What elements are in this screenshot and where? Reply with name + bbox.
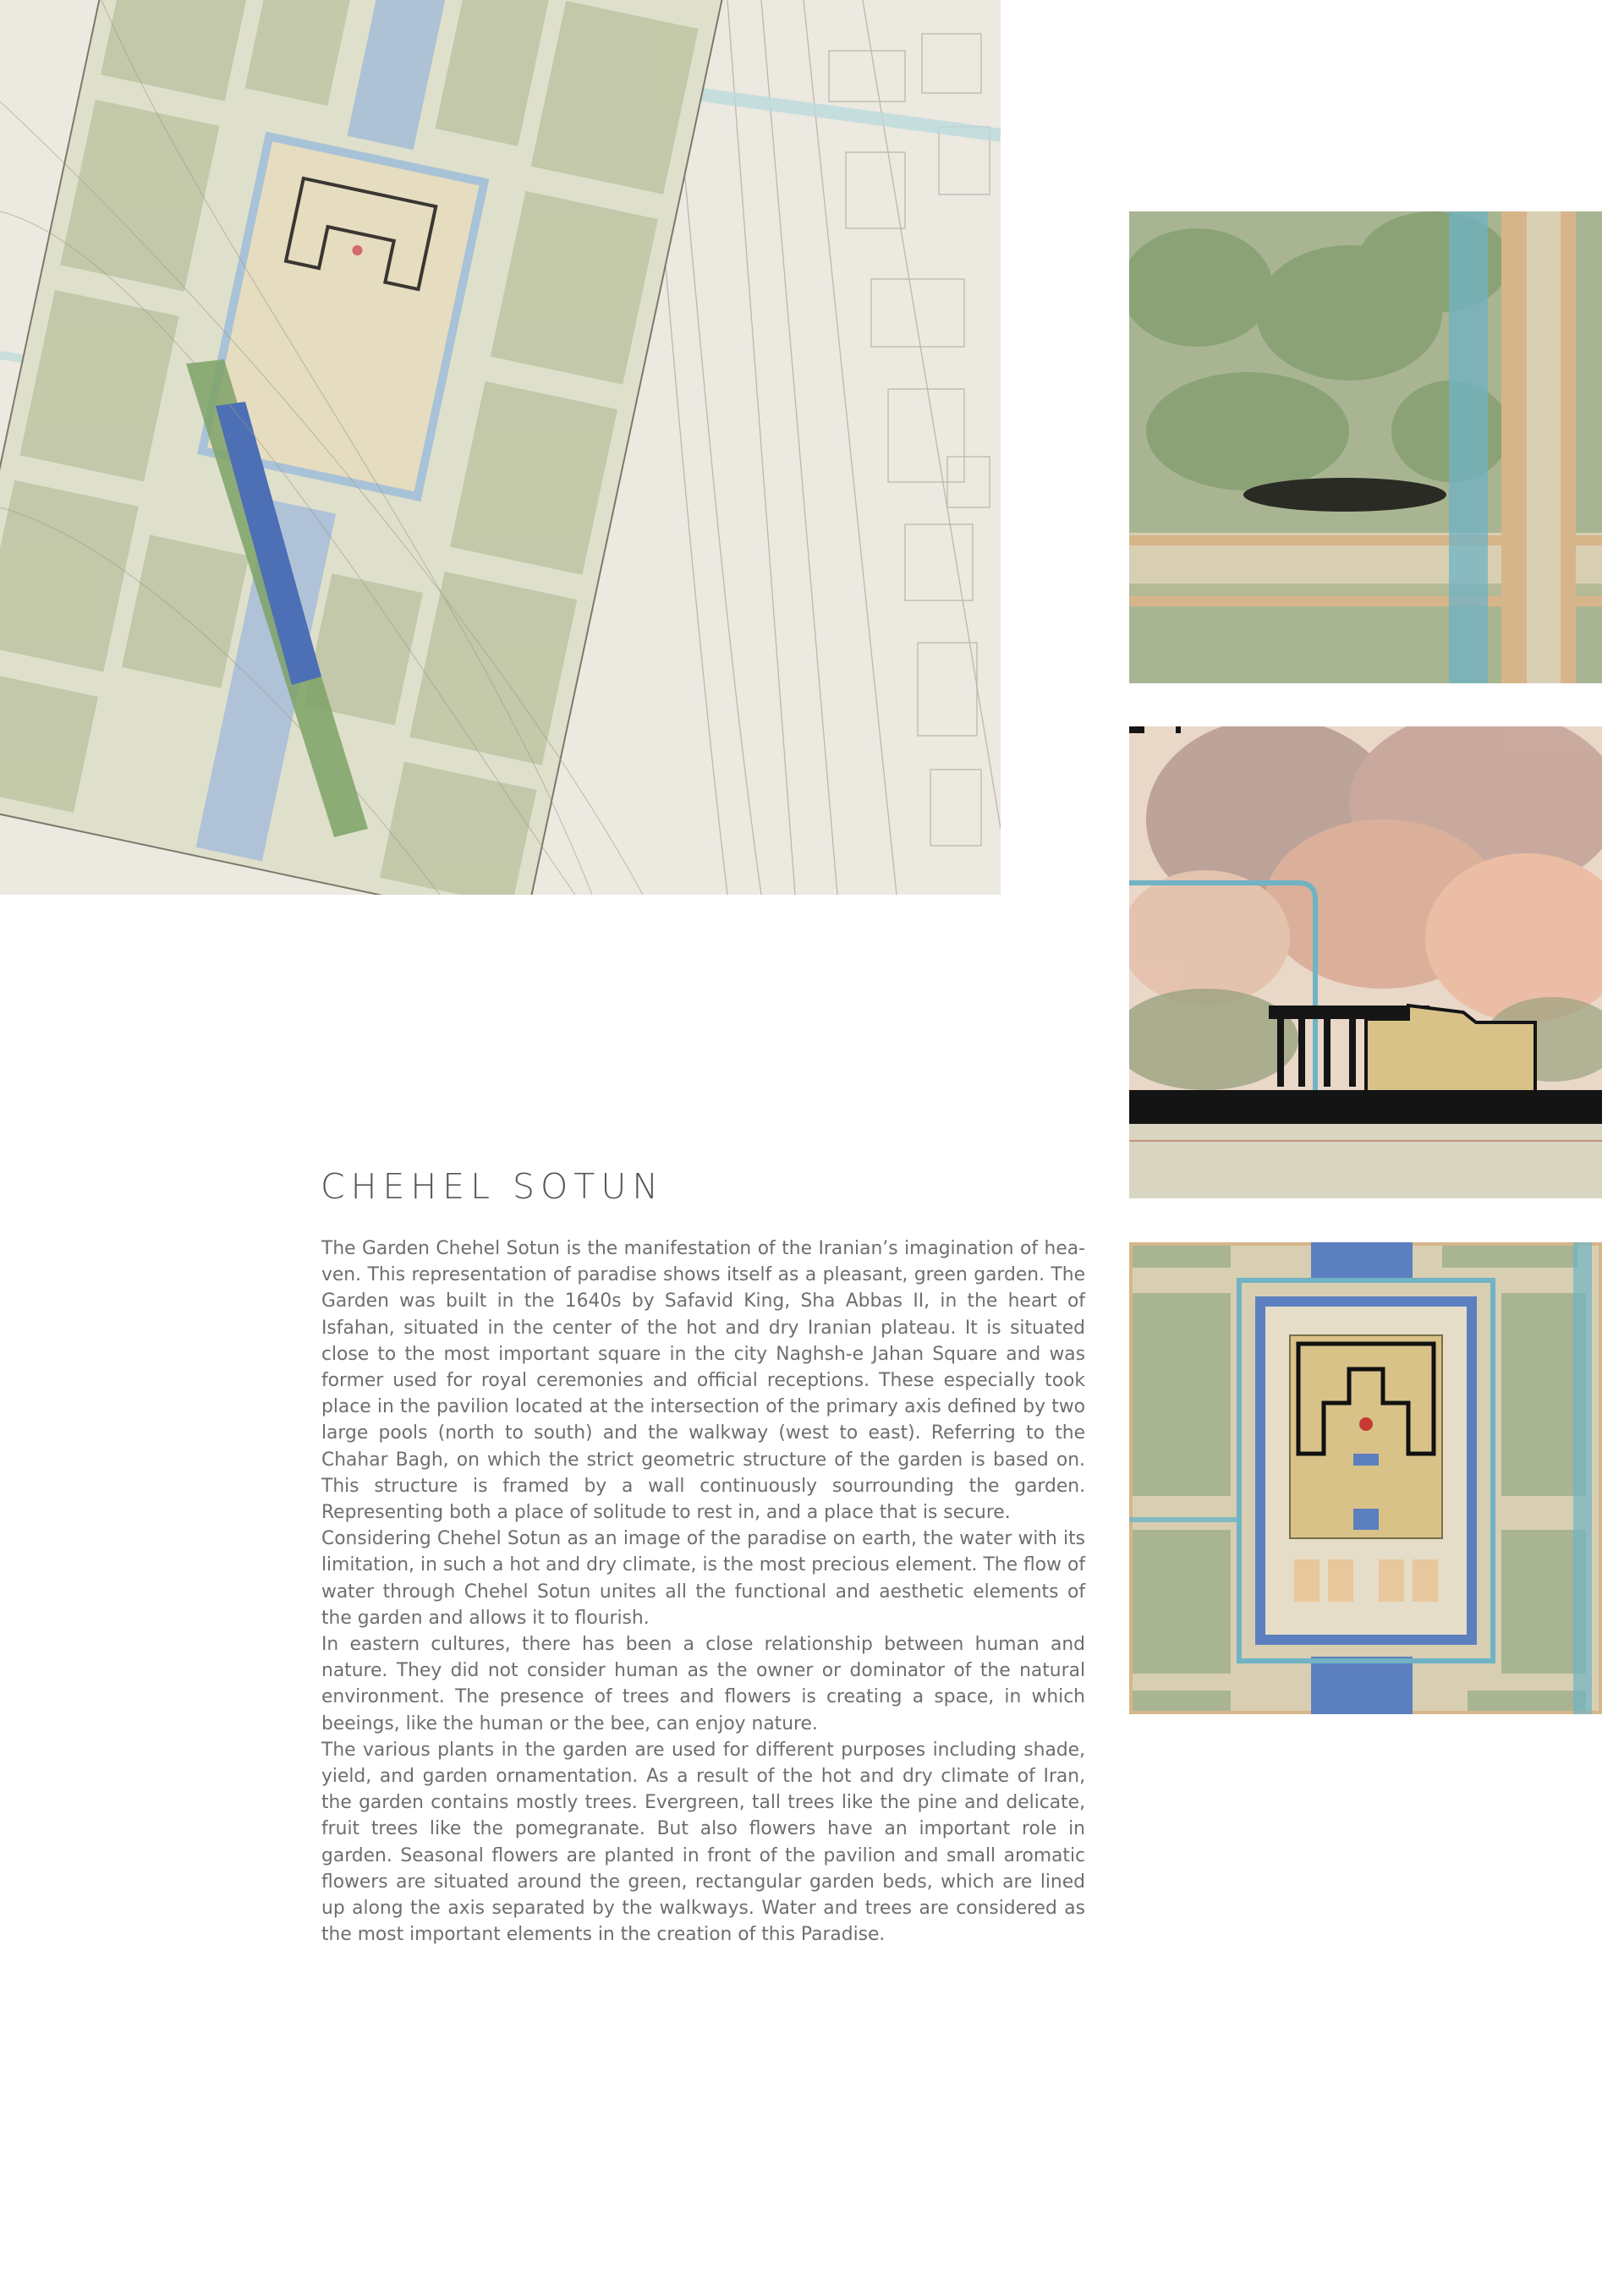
paragraph: Considering Chehel Sotun as an image of the paradise on earth, the water with its limitation, in such a hot and dry climate, is the most precious element. The flow of water through Chehel Sotun unites all the functional and aesthetic elements of the garden and allows it to flourish.	[321, 1528, 1085, 1629]
paragraph: The Garden Chehel Sotun is the manifestation of the Iranian’s imagination of heaven. This representation of paradise shows itself as a pleasant, green garden. The Garden was built in the 1640s by Safavid King, Sha Abbas II, in the heart of Isfahan, situated in the center of the hot and dry Iranian plateau. It is situated close to the most important square in the city Naghsh-e Jahan Square and was former used for royal ceremonies and official receptions. These especially took place in the pavilion located at the intersection of the primary axis defined by two large pools (north to south) and the walkway (west to east). Referring to the Chahar Bagh, on which the strict geometric structure of the garden is based on. This structure is framed by a wall continuously sourrounding the garden. Representing both a place of solitude to rest in, and a place that is secure.	[321, 1238, 1085, 1524]
paragraph: The various plants in the garden are used for different purposes including shade, yield, and garden ornamentation. As a result of the hot and dry climate of Iran, the garden contains mostly trees. Evergreen, tall trees like the pine and delicate, fruit trees like the pomegranate. But also flowers have an important role in garden. Seasonal flowers are planted in front of the pavilion and small aromatic flowers are situated around the green, rectangular garden beds, which are lined up along the axis separated by the walkways. Water and trees are considered as the most important elements in the creation of this Paradise.	[321, 1739, 1085, 1946]
document-title: CHEHEL SOTUN	[321, 1166, 664, 1207]
body-text	[321, 1236, 1085, 1948]
pavilion-elevation-image	[1129, 726, 1602, 1198]
site-plan-image	[0, 0, 1001, 895]
paragraph: In eastern cultures, there has been a close relationship between human and nature. They did not consider human as the owner or dominator of the natural environment. The presence of trees and flowers is creating a space, in which beeings, like the human or the bee, can enjoy nature.	[321, 1634, 1085, 1734]
pavilion-plan-image	[1129, 1242, 1602, 1714]
garden-detail-image-top	[1129, 211, 1602, 683]
